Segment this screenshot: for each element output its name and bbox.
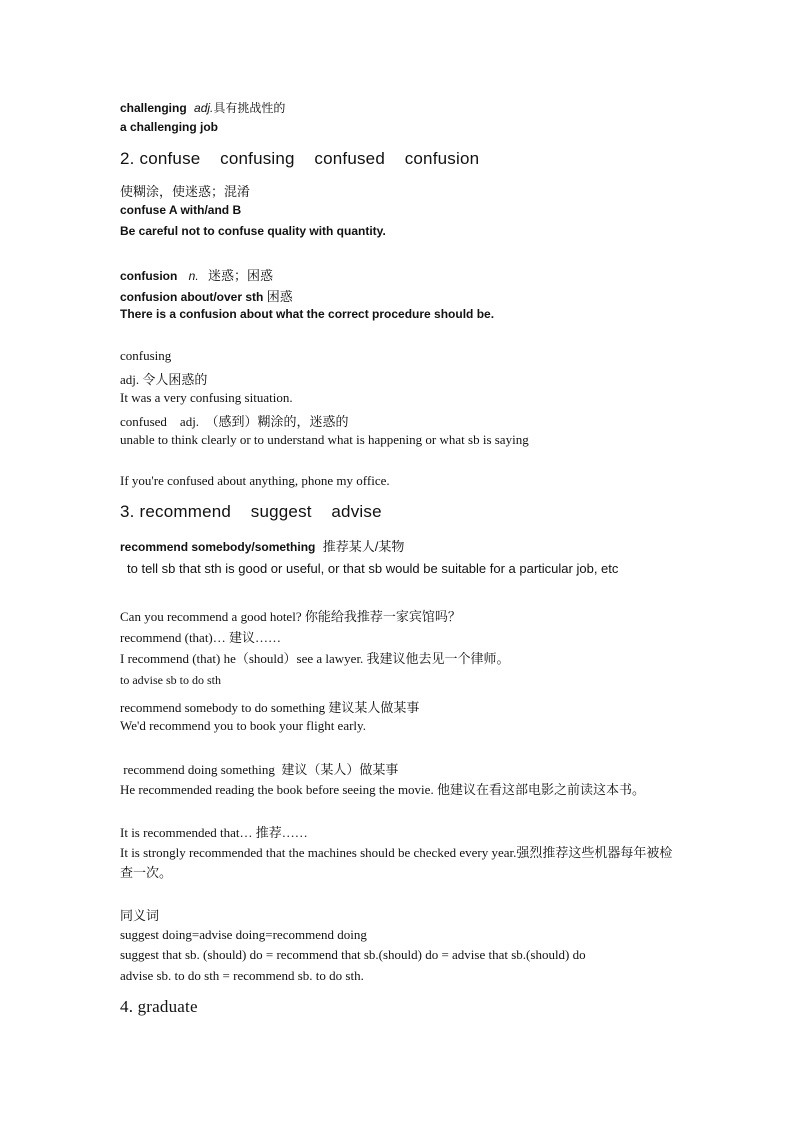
confusing-word: confusing <box>120 348 172 363</box>
confusing-example: It was a very confusing situation. <box>120 390 293 405</box>
confusion-pos: n. <box>188 269 199 283</box>
confusion-example: There is a confusion about what the correct procedure should be. <box>120 307 495 321</box>
recommend-pattern4: recommend somebody to do something 建议某人做某事 <box>120 700 420 715</box>
confused-example: If you're confused about anything, phone my office. <box>120 473 390 488</box>
recommend-pattern5: recommend doing something 建议（某人）做某事 <box>120 762 399 777</box>
synonyms-line2: suggest that sb. (should) do = recommend that sb.(should) do = advise that sb.(should) do <box>120 947 586 962</box>
recommend-pattern1-line <box>120 536 404 555</box>
confused-line: confused adj. （感到）糊涂的，迷惑的 <box>120 414 349 429</box>
confusion-pattern-line <box>120 286 293 305</box>
confusion-meaning: 迷惑；困惑 <box>208 268 274 283</box>
recommend-pattern6: It is recommended that… 推荐…… <box>120 825 308 840</box>
confusion-pattern: confusion about/over sth <box>120 290 264 304</box>
recommend-definition: to tell sb that sth is good or useful, or that sb would be suitable for a particular job, etc <box>127 561 619 576</box>
intro-word-line <box>120 99 285 116</box>
confused-definition: unable to think clearly or to understand what is happening or what sb is saying <box>120 432 529 447</box>
section-heading-3: 3. recommend suggest advise <box>120 502 382 521</box>
recommend-pattern3: to advise sb to do sth <box>120 673 221 687</box>
recommend-pattern1-meaning: 推荐某人/某物 <box>322 539 405 554</box>
recommend-example4: We'd recommend you to book your flight early. <box>120 718 366 733</box>
recommend-example1: Can you recommend a good hotel? 你能给我推荐一家宾馆吗？ <box>120 609 461 624</box>
intro-pos: adj. <box>194 101 214 115</box>
recommend-pattern1: recommend somebody/something <box>120 540 316 554</box>
synonyms-line3: advise sb. to do sth = recommend sb. to do sth. <box>120 968 364 983</box>
confusion-word: confusion <box>120 269 178 283</box>
recommend-example6: It is strongly recommended that the machines should be checked every year.强烈推荐这些机器每年被检查一次。 <box>120 845 673 880</box>
intro-word: challenging <box>120 101 187 115</box>
recommend-pattern2: recommend (that)… 建议…… <box>120 630 282 645</box>
recommend-example5: He recommended reading the book before seeing the movie. 他建议在看这部电影之前读这本书。 <box>120 782 645 797</box>
confuse-meaning: 使糊涂，使迷惑；混淆 <box>120 184 251 199</box>
confusing-meaning: adj. 令人困惑的 <box>120 372 208 387</box>
confusion-pattern-meaning: 困惑 <box>266 289 293 304</box>
intro-meaning: 具有挑战性的 <box>213 101 286 115</box>
confusion-line <box>120 265 273 284</box>
recommend-example2: I recommend (that) he（should）see a lawyer. 我建议他去见一个律师。 <box>120 651 510 666</box>
confuse-example: Be careful not to confuse quality with quantity. <box>120 224 386 238</box>
synonyms-title: 同义词 <box>120 908 160 923</box>
section-heading-2: 2. confuse confusing confused confusion <box>120 149 480 168</box>
confuse-pattern: confuse A with/and B <box>120 203 242 217</box>
synonyms-line1: suggest doing=advise doing=recommend doing <box>120 927 367 942</box>
section-heading-4: 4. graduate <box>120 997 198 1016</box>
intro-example: a challenging job <box>120 120 219 134</box>
